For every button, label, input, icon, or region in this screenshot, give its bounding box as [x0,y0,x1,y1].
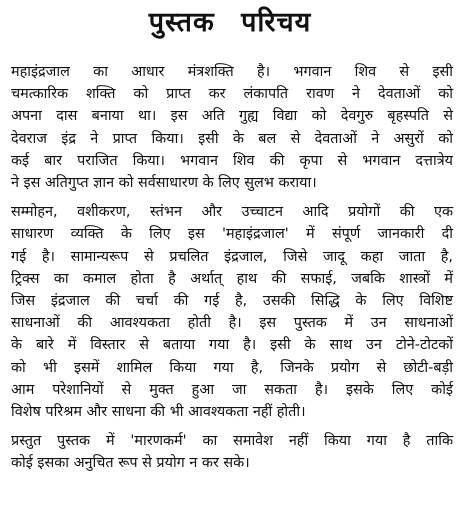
text-line: को भी इसमें शामिल किया गया है, जिनके प्रयोग से छोटी-बड़ी [11,359,453,376]
text-line: देवराज इंद्र ने प्राप्त किया। इसी के बल से देवताओं ने असुरों को [11,130,453,147]
paragraph-1 [11,61,453,194]
document-body [11,61,453,475]
text-line: आम परेशानियों से मुक्त हुआ जा सकता है। इसके लिए कोई [11,381,453,398]
text-line: साधारण व्यक्ति के लिए इस 'महाइंद्रजाल' में संपूर्ण जानकारी दी [11,226,453,243]
text-line: साधनाओं की आवश्यकता होती है। इस पुस्तक में उन साधनाओं [11,315,453,332]
text-line: प्रस्तुत पुस्तक में 'मारणकर्म' का समावेश नहीं किया गया है ताकि [11,433,453,450]
text-line: विशेष परिश्रम और साधना की भी आवश्यकता नहीं होती। [11,404,306,421]
text-line: चमत्कारिक शक्ति को प्राप्त कर लंकापति रावण ने देवताओं को [11,86,453,103]
text-line: ने इस अतिगुप्त ज्ञान को सर्वसाधारण के लिए सुलभ कराया। [11,175,317,192]
text-line: महाइंद्रजाल का आधार मंत्रशक्ति है। भगवान शिव से इसी [11,64,453,80]
text-line: कोई इसका अनुचित रूप से प्रयोग न कर सके। [11,455,250,472]
text-line: ट्रिक्स का कमाल होता है अर्थात् हाथ की सफाई, जबकि शास्त्रों में [11,270,453,287]
text-line: के बारे में विस्तार से बताया गया है। इसी के साथ उन टोने-टोटकों [11,337,453,354]
text-line: जिस इंद्रजाल की चर्चा की गई है, उसकी सिद्धि के लिए विशिष्ट [11,293,453,310]
paragraph-2 [11,201,453,423]
text-line: सम्मोहन, वशीकरण, स्तंभन और उच्चाटन आदि प्रयोगों की एक [11,204,453,221]
paragraph-3 [11,430,453,474]
text-line: गई है। सामान्यरूप से प्रचलित इंद्रजाल, जिसे जादू कहा जाता है, [11,248,453,265]
text-line: अपना दास बनाया था। इस अति गुह्य विद्या को देवगुरु बृहस्पति से [11,108,453,125]
page-title: पुस्तक परिचय [148,7,312,38]
text-line: कई बार पराजित किया। भगवान शिव की कृपा से भगवान दत्तात्रेय [11,152,453,169]
